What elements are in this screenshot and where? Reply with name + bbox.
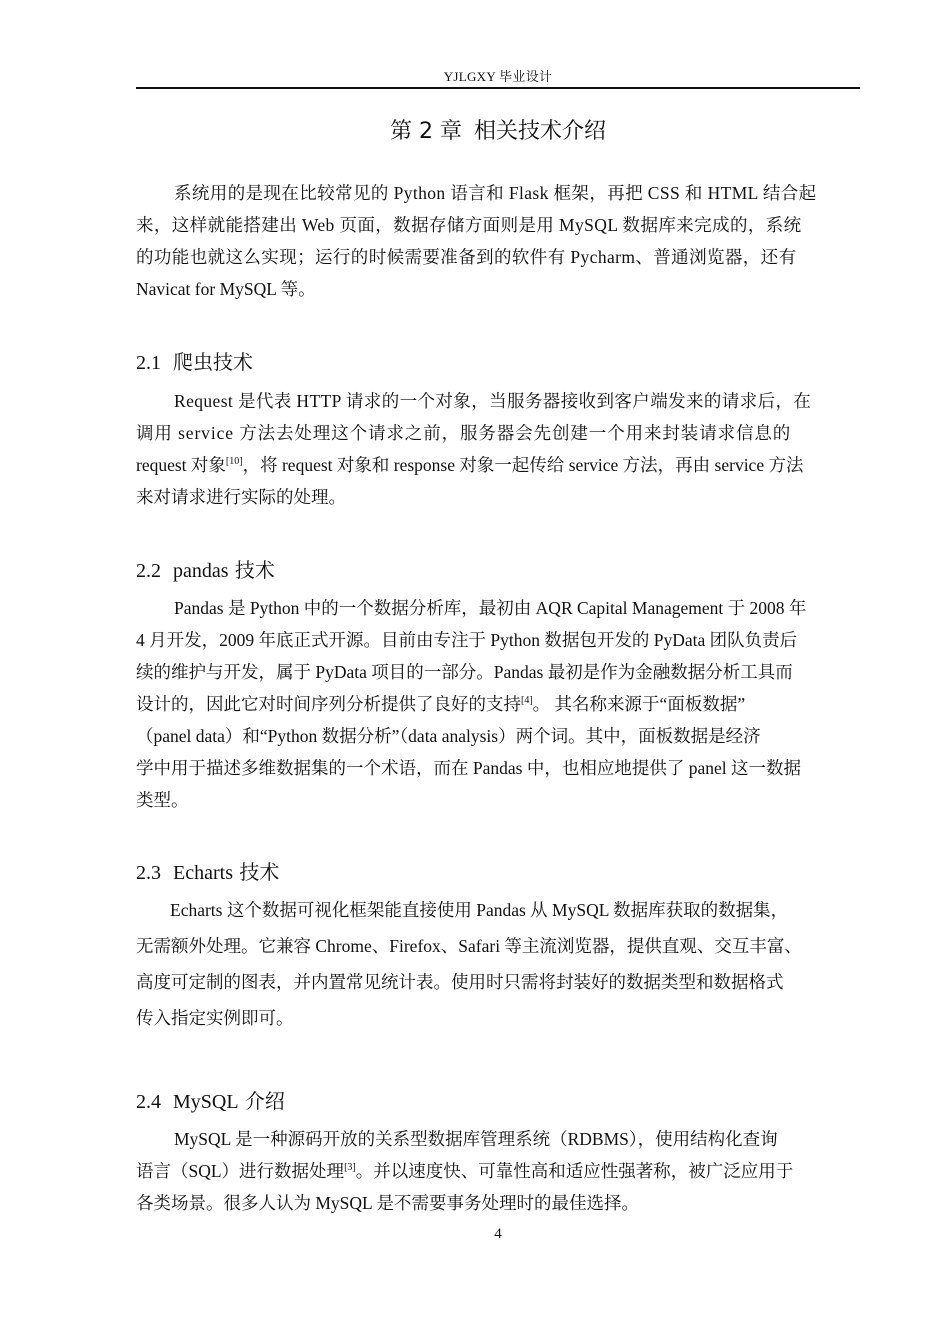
line-part: 语言（SQL）进行数据处理 — [136, 1161, 345, 1181]
text-line: 传入指定实例即可。 — [136, 1008, 294, 1028]
text-line: 各类场景。很多人认为 MySQL 是不需要事务处理时的最佳选择。 — [136, 1193, 639, 1213]
line-part: request 对象 — [136, 455, 226, 475]
text-line: 调用 service 方法去处理这个请求之前，服务器会先创建一个用来封装请求信息的 — [136, 423, 792, 443]
text-line — [136, 449, 860, 481]
page-number: 4 — [494, 1226, 502, 1242]
text-line: Request 是代表 HTTP 请求的一个对象，当服务器接收到客户端发来的请求后，在 — [174, 391, 812, 411]
text-line: （panel data）和“Python 数据分析”（data analysis）两个词。其中，面板数据是经济 — [136, 726, 761, 746]
line-part: 。 其名称来源于“面板数据” — [532, 694, 746, 714]
intro-paragraph — [136, 177, 860, 305]
section-number: 2.4 — [136, 1091, 161, 1113]
section-heading-2-4 — [136, 1085, 285, 1114]
section-title: 技术 — [232, 860, 280, 884]
citation: [4] — [521, 695, 533, 706]
section-title: 爬虫技术 — [173, 350, 253, 374]
text-line: Navicat for MySQL 等。 — [136, 279, 316, 299]
text-line: 系统用的是现在比较常见的 Python 语言和 Flask 框架，再把 CSS 和 HTML 结合起 — [174, 183, 817, 203]
text-line — [136, 688, 860, 720]
text-line — [136, 1155, 860, 1187]
section-number: 2.3 — [136, 862, 161, 884]
text-line: 续的维护与开发，属于 PyData 项目的一部分。Pandas 最初是作为金融数据分析工具而 — [136, 662, 793, 682]
section-title-latin: Echarts — [173, 862, 233, 884]
text-line: Echarts 这个数据可视化框架能直接使用 Pandas 从 MySQL 数据库获取的数据集， — [170, 900, 789, 920]
line-part: 。并以速度快、可靠性高和适应性强著称，被广泛应用于 — [355, 1161, 794, 1181]
text-line: 无需额外处理。它兼容 Chrome、Firefox、Safari 等主流浏览器，提供直观、交互丰富、 — [136, 936, 802, 956]
chapter-heading — [136, 114, 860, 145]
section-title: 介绍 — [238, 1089, 285, 1113]
section-2-3-paragraph — [136, 892, 860, 1036]
citation: [3] — [344, 1162, 356, 1173]
section-heading-2-1 — [136, 346, 253, 375]
section-title: 技术 — [228, 558, 275, 582]
section-number: 2.1 — [136, 352, 161, 374]
section-2-4-paragraph — [136, 1123, 860, 1219]
text-line: 学中用于描述多维数据集的一个术语，而在 Pandas 中，也相应地提供了 panel 这一数据 — [136, 758, 801, 778]
text-line: 4 月开发，2009 年底正式开源。目前由专注于 Python 数据包开发的 PyData 团队负责后 — [136, 630, 798, 650]
text-line: Pandas 是 Python 中的一个数据分析库，最初由 AQR Capital Management 于 2008 年 — [174, 598, 807, 618]
citation: [10] — [225, 456, 243, 467]
section-2-2-paragraph — [136, 592, 860, 816]
text-line: 来，这样就能搭建出 Web 页面，数据存储方面则是用 MySQL 数据库来完成的，系统 — [136, 215, 802, 235]
text-line: 高度可定制的图表，并内置常见统计表。使用时只需将封装好的数据类型和数据格式 — [136, 972, 784, 992]
section-heading-2-3 — [136, 856, 279, 885]
header-rule — [136, 87, 860, 89]
chapter-number: 第 2 章 — [390, 119, 462, 144]
text-line: 类型。 — [136, 790, 189, 810]
running-header: YJLGXY 毕业设计 — [443, 69, 553, 84]
line-part: ，将 request 对象和 response 对象一起传给 service 方法，再由 service 方法 — [242, 455, 804, 475]
section-number: 2.2 — [136, 560, 161, 582]
section-title-latin: pandas — [173, 560, 229, 582]
text-line: 来对请求进行实际的处理。 — [136, 487, 346, 507]
section-heading-2-2 — [136, 554, 275, 583]
section-title-latin: MySQL — [173, 1091, 239, 1113]
text-line: MySQL 是一种源码开放的关系型数据库管理系统（RDBMS），使用结构化查询 — [174, 1129, 778, 1149]
line-part: 设计的，因此它对时间序列分析提供了良好的支持 — [136, 694, 521, 714]
section-2-1-paragraph — [136, 385, 860, 513]
text-line: 的功能也就这么实现；运行的时候需要准备到的软件有 Pycharm、普通浏览器，还有 — [136, 247, 797, 267]
chapter-title: 相关技术介绍 — [473, 119, 606, 144]
